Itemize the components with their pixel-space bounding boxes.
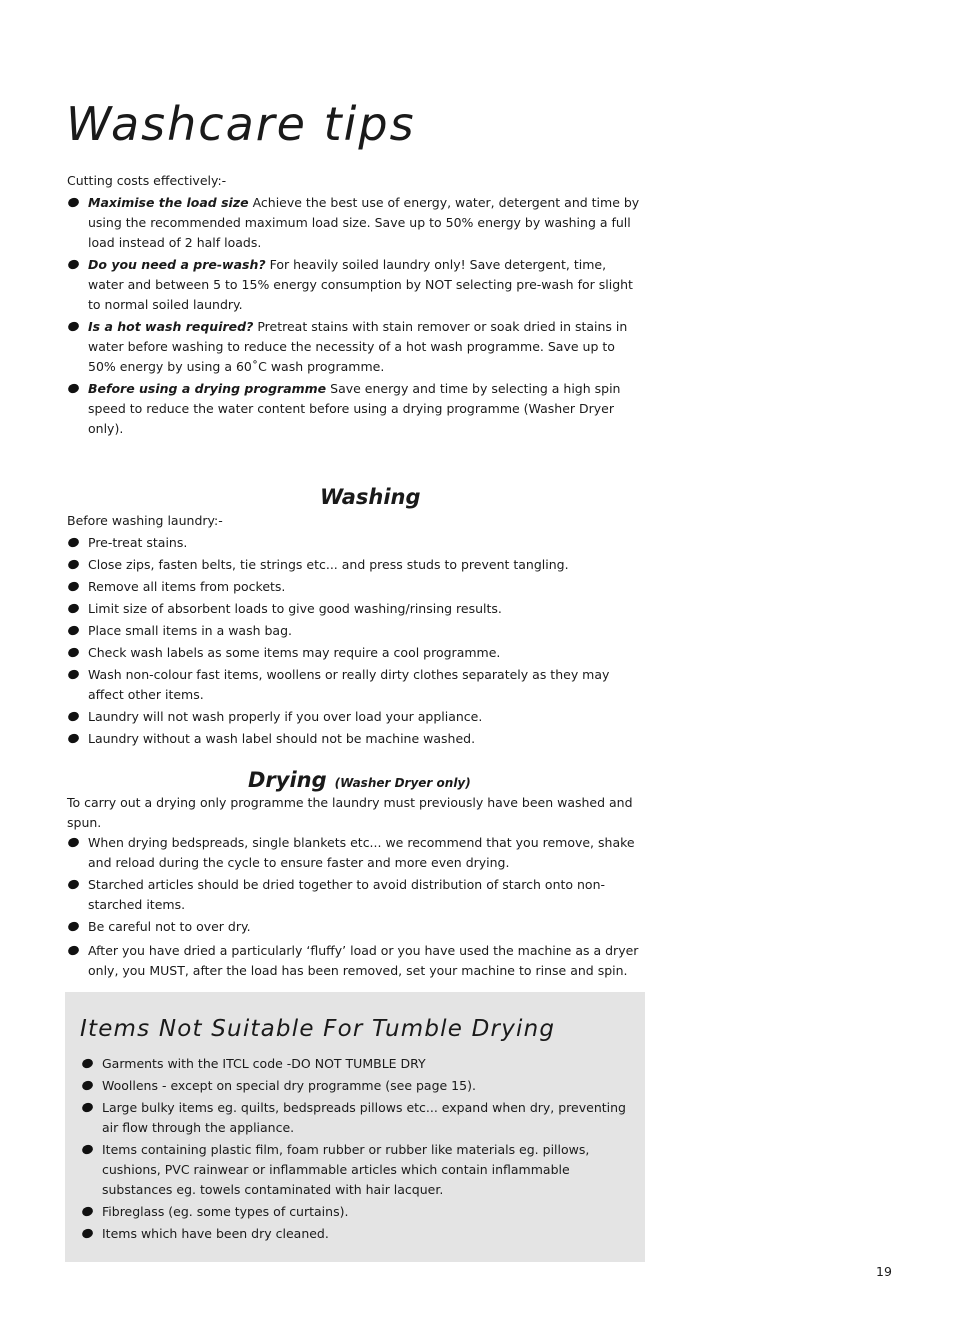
bullet-icon: [67, 710, 80, 722]
list-item-text: Fibreglass (eg. some types of curtains).: [102, 1204, 349, 1219]
list-item: [67, 833, 642, 873]
list-item-text: Starched articles should be dried together to avoid distribution of starch onto non-starched items.: [88, 877, 606, 912]
bullet-icon: [67, 320, 80, 332]
list-item: [81, 1202, 626, 1222]
list-item: [67, 193, 642, 253]
tip-lead: Is a hot wash required?: [88, 319, 254, 334]
list-item-text: Garments with the ITCL code -DO NOT TUMBLE DRY: [102, 1056, 426, 1071]
list-item-text: Woollens - except on special dry programme (see page 15).: [102, 1078, 476, 1093]
tip-text: For heavily soiled laundry only! Save detergent, time, water and between 5 to 15% energy consumption by NOT selecting pre-wash for slight to normal soiled laundry.: [88, 257, 633, 312]
list-item: [67, 555, 642, 575]
list-item-text: Limit size of absorbent loads to give good washing/rinsing results.: [88, 601, 502, 616]
tip-text: Achieve the best use of energy, water, detergent and time by using the recommended maximum load size. Save up to 50% energy by washing a full load instead of 2 half loads.: [88, 195, 640, 250]
list-item-text: Be careful not to over dry.: [88, 919, 251, 934]
list-item: [67, 665, 642, 705]
list-item: [67, 317, 642, 377]
bullet-icon: [81, 1205, 94, 1217]
list-item: [67, 941, 642, 981]
list-item-text: Remove all items from pockets.: [88, 579, 286, 594]
list-item: [67, 255, 642, 315]
list-item-text: Large bulky items eg. quilts, bedspreads pillows etc... expand when dry, preventing air flow through the appliance.: [102, 1100, 626, 1135]
bullet-icon: [67, 878, 80, 890]
bullet-icon: [67, 382, 80, 394]
bullet-icon: [67, 624, 80, 636]
not-suitable-box: [65, 992, 645, 1262]
list-item-text: After you have dried a particularly ‘fluffy’ load or you have used the machine as a dryer only, you MUST, after the load has been removed, set your machine to rinse and spin.: [88, 943, 639, 978]
bullet-icon: [67, 258, 80, 270]
washing-list: [67, 533, 642, 751]
tip-text: Pretreat stains with stain remover or soak dried in stains in water before washing to reduce the necessity of a hot wash programme. Save up to 50% energy by using a 60˚C wash programme.: [88, 319, 628, 374]
list-item: [81, 1224, 626, 1244]
list-item-text: Check wash labels as some items may require a cool programme.: [88, 645, 501, 660]
list-item-text: Place small items in a wash bag.: [88, 623, 292, 638]
list-item: [67, 729, 642, 749]
list-item: [81, 1076, 626, 1096]
page-title: Washcare tips: [66, 97, 416, 151]
cutting-costs-list: [67, 193, 642, 441]
list-item: [81, 1140, 626, 1200]
list-item: [67, 707, 642, 727]
washing-heading: Washing: [320, 485, 421, 509]
list-item: [67, 599, 642, 619]
bullet-icon: [81, 1143, 94, 1155]
not-suitable-list: [81, 1054, 626, 1246]
list-item-text: Pre-treat stains.: [88, 535, 188, 550]
list-item-text: Close zips, fasten belts, tie strings etc... and press studs to prevent tangling.: [88, 557, 569, 572]
bullet-icon: [67, 920, 80, 932]
not-suitable-heading: Items Not Suitable For Tumble Drying: [80, 1016, 556, 1042]
list-item: [67, 875, 642, 915]
bullet-icon: [67, 732, 80, 744]
bullet-icon: [67, 836, 80, 848]
bullet-icon: [67, 196, 80, 208]
list-item-text: Laundry without a wash label should not be machine washed.: [88, 731, 476, 746]
bullet-icon: [81, 1057, 94, 1069]
list-item-text: When drying bedspreads, single blankets etc... we recommend that you remove, shake and reload during the cycle to ensure faster and more even drying.: [88, 835, 635, 870]
bullet-icon: [67, 558, 80, 570]
list-item: [67, 577, 642, 597]
bullet-icon: [67, 944, 80, 956]
drying-note: (Washer Dryer only): [334, 776, 471, 790]
list-item: [67, 533, 642, 553]
drying-heading: [248, 767, 471, 796]
drying-heading-text: Drying: [248, 768, 327, 792]
list-item-text: Laundry will not wash properly if you over load your appliance.: [88, 709, 483, 724]
list-item: [81, 1054, 626, 1074]
list-item: [67, 379, 642, 439]
tip-lead: Before using a drying programme: [88, 381, 327, 396]
drying-intro: To carry out a drying only programme the laundry must previously have been washed and spun.: [67, 795, 633, 830]
bullet-icon: [81, 1227, 94, 1239]
tip-lead: Maximise the load size: [88, 195, 249, 210]
list-item-text: Items containing plastic film, foam rubber or rubber like materials eg. pillows, cushions, PVC rainwear or inflammable articles which contain inflammable substances eg. towels contaminated with hair lacquer.: [102, 1142, 590, 1197]
list-item: [67, 917, 642, 937]
list-item: [67, 621, 642, 641]
bullet-icon: [67, 580, 80, 592]
drying-list: [67, 833, 642, 983]
list-item-text: Items which have been dry cleaned.: [102, 1226, 329, 1241]
bullet-icon: [81, 1101, 94, 1113]
list-item-text: Wash non-colour fast items, woollens or really dirty clothes separately as they may affect other items.: [88, 667, 610, 702]
bullet-icon: [67, 536, 80, 548]
tip-text: Save energy and time by selecting a high spin speed to reduce the water content before using a drying programme (Washer Dryer only).: [88, 381, 621, 436]
list-item: [81, 1098, 626, 1138]
bullet-icon: [67, 668, 80, 680]
list-item: [67, 643, 642, 663]
cutting-costs-intro: Cutting costs effectively:-: [67, 173, 227, 188]
bullet-icon: [67, 646, 80, 658]
tip-lead: Do you need a pre-wash?: [88, 257, 266, 272]
bullet-icon: [67, 602, 80, 614]
page-number: 19: [876, 1264, 892, 1279]
washing-intro: Before washing laundry:-: [67, 513, 223, 528]
bullet-icon: [81, 1079, 94, 1091]
